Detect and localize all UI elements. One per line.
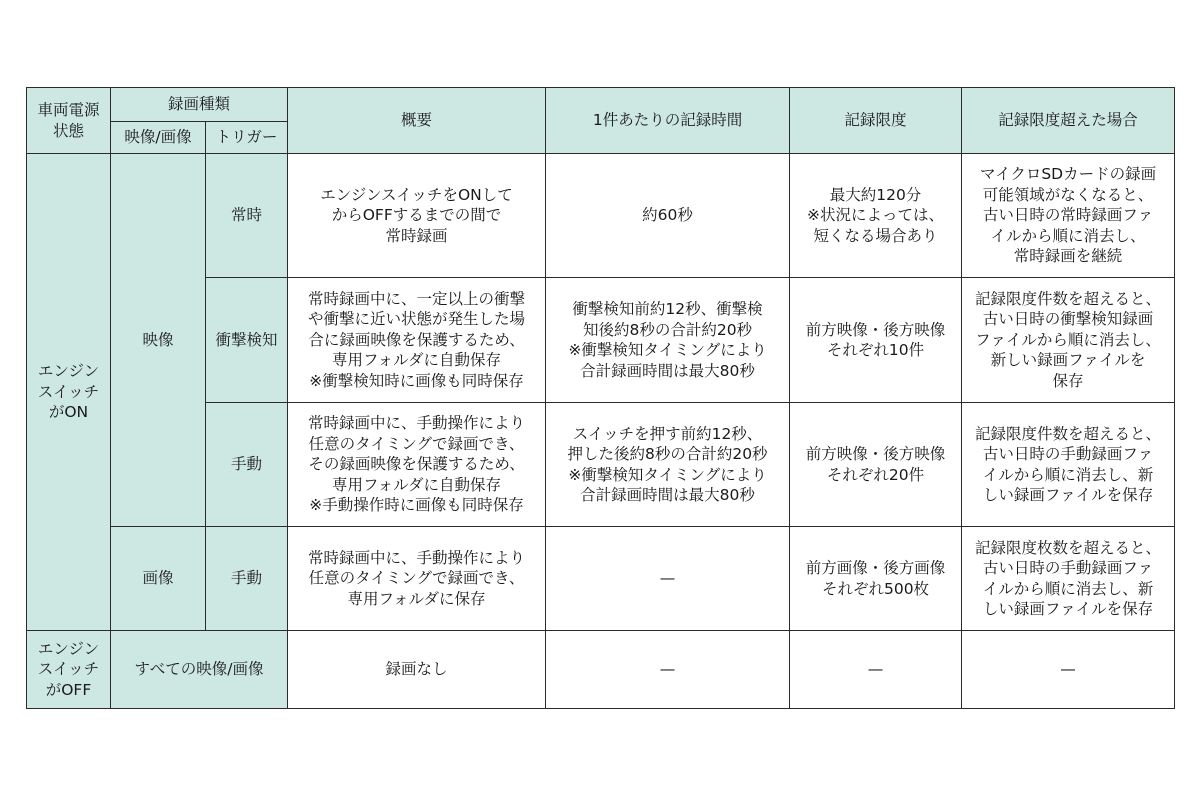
- summary-always: エンジンスイッチをONして からOFFするまでの間で 常時録画: [288, 154, 546, 278]
- limit-always: 最大約120分 ※状況によっては、 短くなる場合あり: [790, 154, 962, 278]
- summary-manual-video: 常時録画中に、手動操作により 任意のタイミングで録画でき、 その録画映像を保護するため、 専用フォルダに自動保存 ※手動操作時に画像も同時保存: [288, 403, 546, 527]
- trigger-always: 常時: [206, 154, 288, 278]
- exceeded-manual-image: 記録限度枚数を超えると、 古い日時の手動録画ファ イルから順に消去し、新 しい録画ファイルを保存: [962, 527, 1175, 631]
- exceeded-always: マイクロSDカードの録画 可能領域がなくなると、 古い日時の常時録画ファ イルから順に消去し、 常時録画を継続: [962, 154, 1175, 278]
- exceeded-manual-video: 記録限度件数を超えると、 古い日時の手動録画ファ イルから順に消去し、新 しい録画ファイルを保存: [962, 403, 1175, 527]
- limit-impact: 前方映像・後方映像 それぞれ10件: [790, 278, 962, 403]
- trigger-manual-video: 手動: [206, 403, 288, 527]
- duration-engine-off: —: [546, 631, 790, 709]
- summary-impact: 常時録画中に、一定以上の衝撃 や衝撃に近い状態が発生した場 合に録画映像を保護するため、 専用フォルダに自動保存 ※衝撃検知時に画像も同時保存: [288, 278, 546, 403]
- header-summary: 概要: [288, 88, 546, 154]
- row-manual-image: [27, 527, 1175, 631]
- label-video: 映像: [111, 154, 206, 527]
- header-limit: 記録限度: [790, 88, 962, 154]
- duration-manual-video: スイッチを押す前約12秒、 押した後約8秒の合計約20秒 ※衝撃検知タイミングにより 合計録画時間は最大80秒: [546, 403, 790, 527]
- exceeded-impact: 記録限度件数を超えると、 古い日時の衝撃検知録画 ファイルから順に消去し、 新しい録画ファイルを 保存: [962, 278, 1175, 403]
- summary-manual-image: 常時録画中に、手動操作により 任意のタイミングで録画でき、 専用フォルダに保存: [288, 527, 546, 631]
- summary-engine-off: 録画なし: [288, 631, 546, 709]
- label-engine-off: エンジン スイッチ がOFF: [27, 631, 111, 709]
- duration-always: 約60秒: [546, 154, 790, 278]
- duration-impact: 衝撃検知前約12秒、衝撃検 知後約8秒の合計約20秒 ※衝撃検知タイミングにより 合計録画時間は最大80秒: [546, 278, 790, 403]
- header-video-image: 映像/画像: [111, 122, 206, 154]
- limit-manual-image: 前方画像・後方画像 それぞれ500枚: [790, 527, 962, 631]
- label-image: 画像: [111, 527, 206, 631]
- header-trigger: トリガー: [206, 122, 288, 154]
- limit-engine-off: —: [790, 631, 962, 709]
- row-always: [27, 154, 1175, 278]
- trigger-manual-image: 手動: [206, 527, 288, 631]
- header-exceeded: 記録限度超えた場合: [962, 88, 1175, 154]
- header-duration: 1件あたりの記録時間: [546, 88, 790, 154]
- label-all-video-image: すべての映像/画像: [111, 631, 288, 709]
- header-row-1: [27, 88, 1175, 122]
- row-engine-off: [27, 631, 1175, 709]
- limit-manual-video: 前方映像・後方映像 それぞれ20件: [790, 403, 962, 527]
- trigger-impact: 衝撃検知: [206, 278, 288, 403]
- recording-spec-table: [26, 87, 1175, 709]
- header-vehicle-power: 車両電源 状態: [27, 88, 111, 154]
- label-engine-on: エンジン スイッチ がON: [27, 154, 111, 631]
- header-recording-type: 録画種類: [111, 88, 288, 122]
- duration-manual-image: —: [546, 527, 790, 631]
- exceeded-engine-off: —: [962, 631, 1175, 709]
